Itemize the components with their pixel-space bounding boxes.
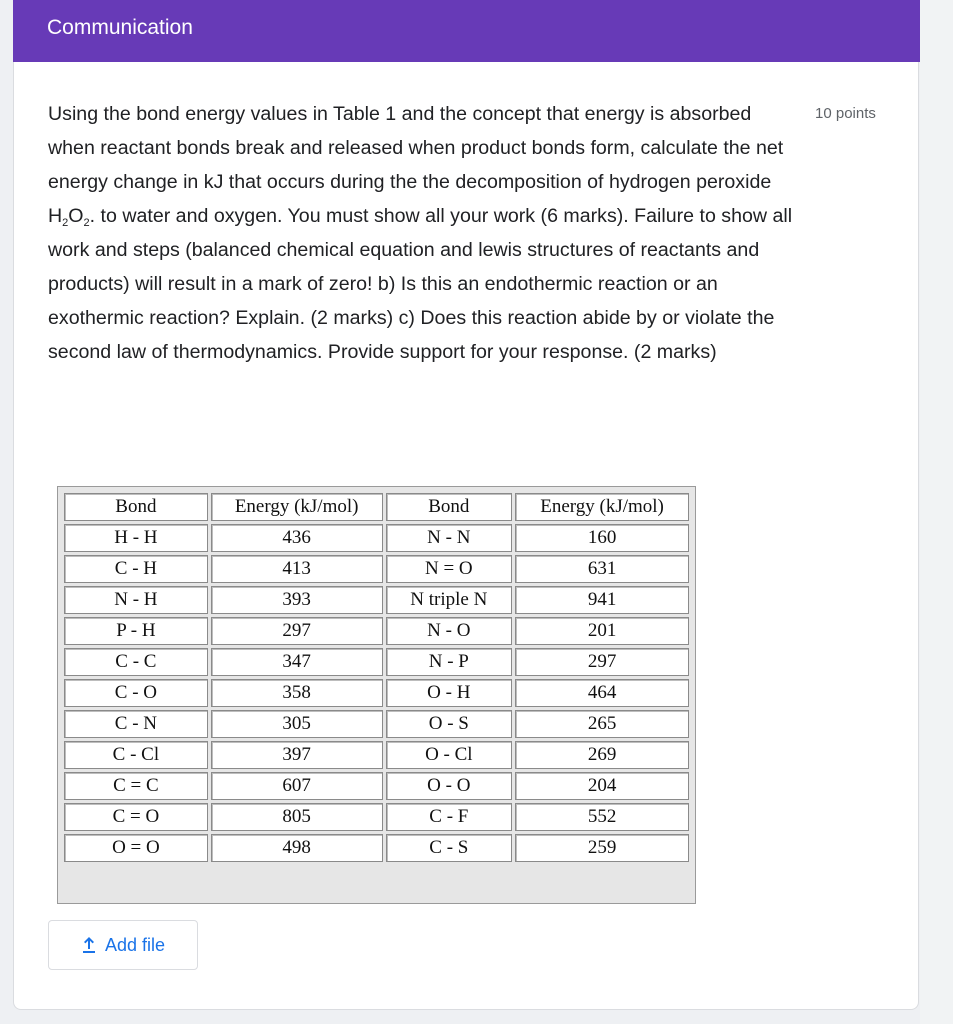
- table-header-cell: Energy (kJ/mol): [211, 493, 383, 521]
- table-cell: 347: [211, 648, 383, 676]
- table-cell: O = O: [64, 834, 208, 862]
- table-cell: N = O: [386, 555, 513, 583]
- table-cell: C - N: [64, 710, 208, 738]
- table-cell: 297: [211, 617, 383, 645]
- table-cell: N - H: [64, 586, 208, 614]
- table-cell: 413: [211, 555, 383, 583]
- table-cell: N triple N: [386, 586, 513, 614]
- section-title: Communication: [47, 16, 193, 39]
- table-cell: C - C: [64, 648, 208, 676]
- table-cell: C - Cl: [64, 741, 208, 769]
- page-right-gutter: [920, 0, 953, 1024]
- table-row: [64, 741, 689, 769]
- table-row: [64, 586, 689, 614]
- table-cell: O - S: [386, 710, 513, 738]
- table-cell: 552: [515, 803, 689, 831]
- table-cell: C - F: [386, 803, 513, 831]
- add-file-button[interactable]: [48, 920, 198, 970]
- table-cell: H - H: [64, 524, 208, 552]
- table-row: [64, 710, 689, 738]
- table-row: [64, 803, 689, 831]
- table-cell: 160: [515, 524, 689, 552]
- table-cell: 436: [211, 524, 383, 552]
- table-cell: O - O: [386, 772, 513, 800]
- table-cell: 269: [515, 741, 689, 769]
- table-header-row: [64, 493, 689, 521]
- table-cell: 805: [211, 803, 383, 831]
- table-header-cell: Energy (kJ/mol): [515, 493, 689, 521]
- table-cell: N - N: [386, 524, 513, 552]
- table-cell: C = O: [64, 803, 208, 831]
- table-header-cell: Bond: [64, 493, 208, 521]
- table-cell: 631: [515, 555, 689, 583]
- table-row: [64, 679, 689, 707]
- table-cell: 204: [515, 772, 689, 800]
- table-cell: 397: [211, 741, 383, 769]
- table-row: [64, 555, 689, 583]
- table-cell: 259: [515, 834, 689, 862]
- table-cell: C = C: [64, 772, 208, 800]
- table-cell: 201: [515, 617, 689, 645]
- table-row: [64, 524, 689, 552]
- table-cell: 265: [515, 710, 689, 738]
- table-cell: 305: [211, 710, 383, 738]
- table-cell: N - P: [386, 648, 513, 676]
- table-cell: 607: [211, 772, 383, 800]
- table-cell: O - H: [386, 679, 513, 707]
- upload-icon: [81, 936, 97, 954]
- table-cell: C - H: [64, 555, 208, 583]
- table-cell: 464: [515, 679, 689, 707]
- table-cell: C - O: [64, 679, 208, 707]
- table-header-cell: Bond: [386, 493, 513, 521]
- table-cell: C - S: [386, 834, 513, 862]
- table-row: [64, 648, 689, 676]
- table-cell: 393: [211, 586, 383, 614]
- bond-energy-table-image: [57, 486, 696, 904]
- table-cell: 498: [211, 834, 383, 862]
- section-header: [13, 0, 920, 62]
- table-cell: P - H: [64, 617, 208, 645]
- table-row: [64, 834, 689, 862]
- table-cell: 941: [515, 586, 689, 614]
- table-cell: O - Cl: [386, 741, 513, 769]
- bond-energy-table: [61, 490, 692, 865]
- table-cell: N - O: [386, 617, 513, 645]
- table-row: [64, 617, 689, 645]
- table-row: [64, 772, 689, 800]
- table-cell: 297: [515, 648, 689, 676]
- table-cell: 358: [211, 679, 383, 707]
- points-label: 10 points: [815, 105, 876, 122]
- question-text: Using the bond energy values in Table 1 and the concept that energy is absorbed when reactant bonds break and released when product bonds form, calculate the net energy change in kJ that occurs during the the decomposition of hydrogen peroxide $H_2O_2$. to water and oxygen. You must show all your work (6 marks). Failure to show all work and steps (balanced chemical equation and lewis structures of reactants and products) will result in a mark of zero! b) Is this an endothermic reaction or an exothermic reaction? Explain. (2 marks) c) Does this reaction abide by or violate the second law of thermodynamics. Provide support for your response. (2 marks): [48, 103, 793, 363]
- add-file-label: Add file: [104, 934, 166, 955]
